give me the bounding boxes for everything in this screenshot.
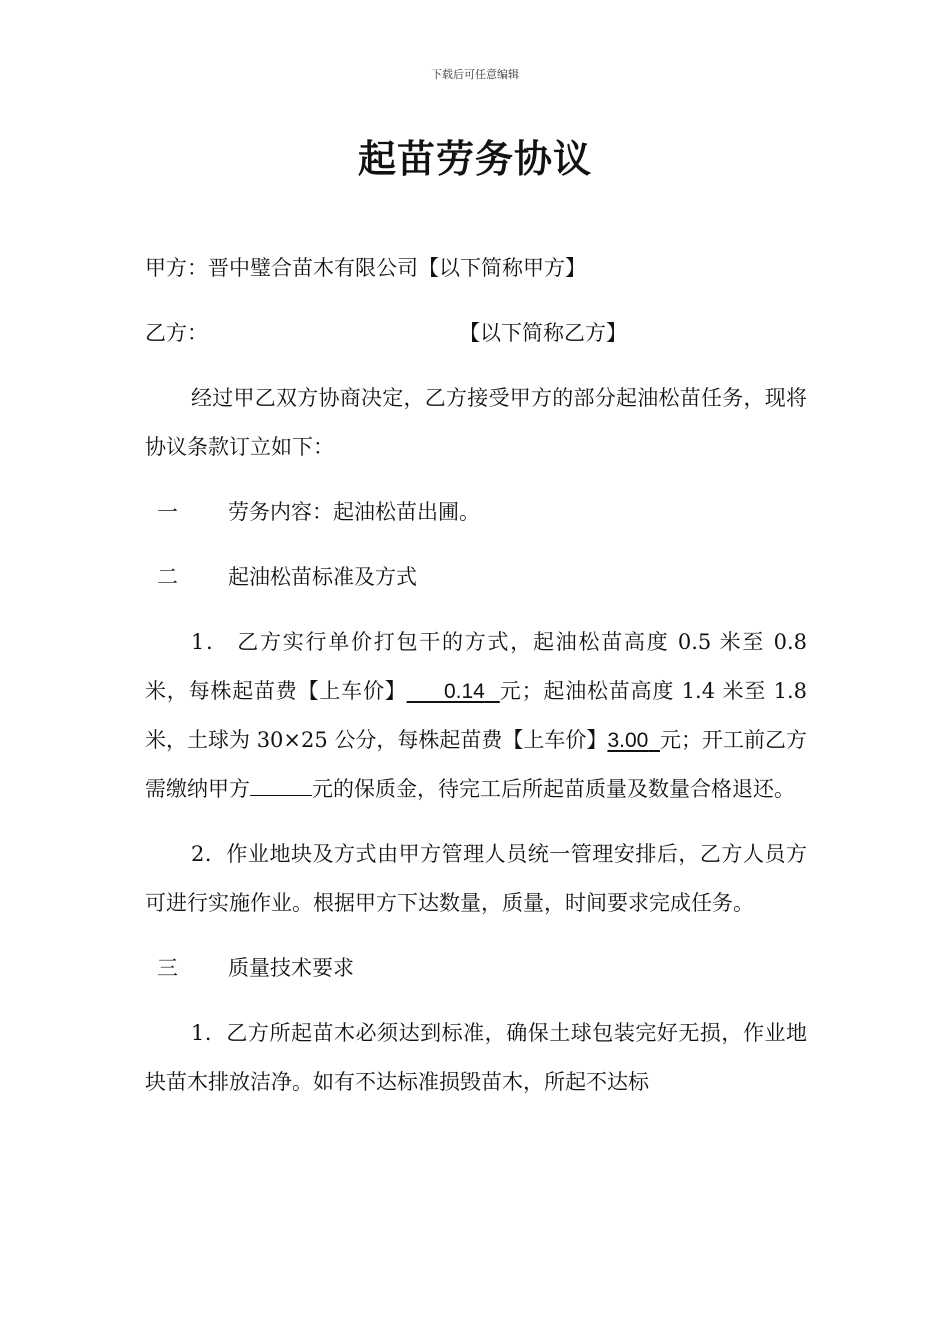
document-title: 起苗劳务协议: [357, 136, 592, 181]
section-1: [145, 488, 807, 537]
section-3-number: 三: [157, 956, 178, 980]
clause-3-1: 1．乙方所起苗木必须达到标准，确保土球包装完好无损，作业地块苗木排放洁净。如有不达标准损毁苗木，所起不达标: [145, 1021, 807, 1094]
section-3-text: 质量技术要求: [228, 956, 354, 980]
section-2-number: 二: [157, 565, 178, 589]
section-1-number: 一: [157, 500, 178, 524]
intro-paragraph: 经过甲乙双方协商决定，乙方接受甲方的部分起油松苗任务，现将协议条款订立如下：: [145, 386, 807, 459]
document-body: [145, 244, 807, 1123]
clause-2-1-part3: 元；开工前乙方需缴纳甲方: [145, 728, 808, 801]
party-b-tail: 【以下简称乙方】: [459, 321, 627, 345]
price-2-value: 3.00: [607, 729, 649, 752]
header-note: 下载后可任意编辑: [431, 68, 519, 81]
clause-2-2: 2．作业地块及方式由甲方管理人员统一管理安排后，乙方人员方可进行实施作业。根据甲方下达数量，质量，时间要求完成任务。: [145, 842, 807, 915]
clause-2-1-part4: 元的保质金，待完工后所起苗质量及数量合格退还。: [312, 777, 795, 801]
section-3: [145, 944, 807, 993]
party-b-label: 乙方：: [145, 321, 208, 345]
price-1-value: 0.14: [443, 680, 485, 703]
clause-2-1-part1: 1． 乙方实行单价打包干的方式，起油松苗高度 0.5 米至 0.8 米，每株起苗费【上车价】: [145, 630, 807, 703]
party-b-line: [145, 309, 807, 358]
section-1-text: 劳务内容：起油松苗出圃。: [228, 500, 480, 524]
clause-2-1: [145, 618, 807, 814]
section-2-text: 起油松苗标准及方式: [228, 565, 417, 589]
clause-2-1-part2: 元；起油松苗高度 1.4 米至 1.8 米，土球为 30×25 公分，每株起苗费【上车价】: [145, 679, 807, 752]
deposit-blank: [250, 777, 312, 796]
section-2: [145, 553, 807, 602]
party-a-line: 甲方：晋中璧合苗木有限公司【以下简称甲方】: [145, 256, 586, 280]
